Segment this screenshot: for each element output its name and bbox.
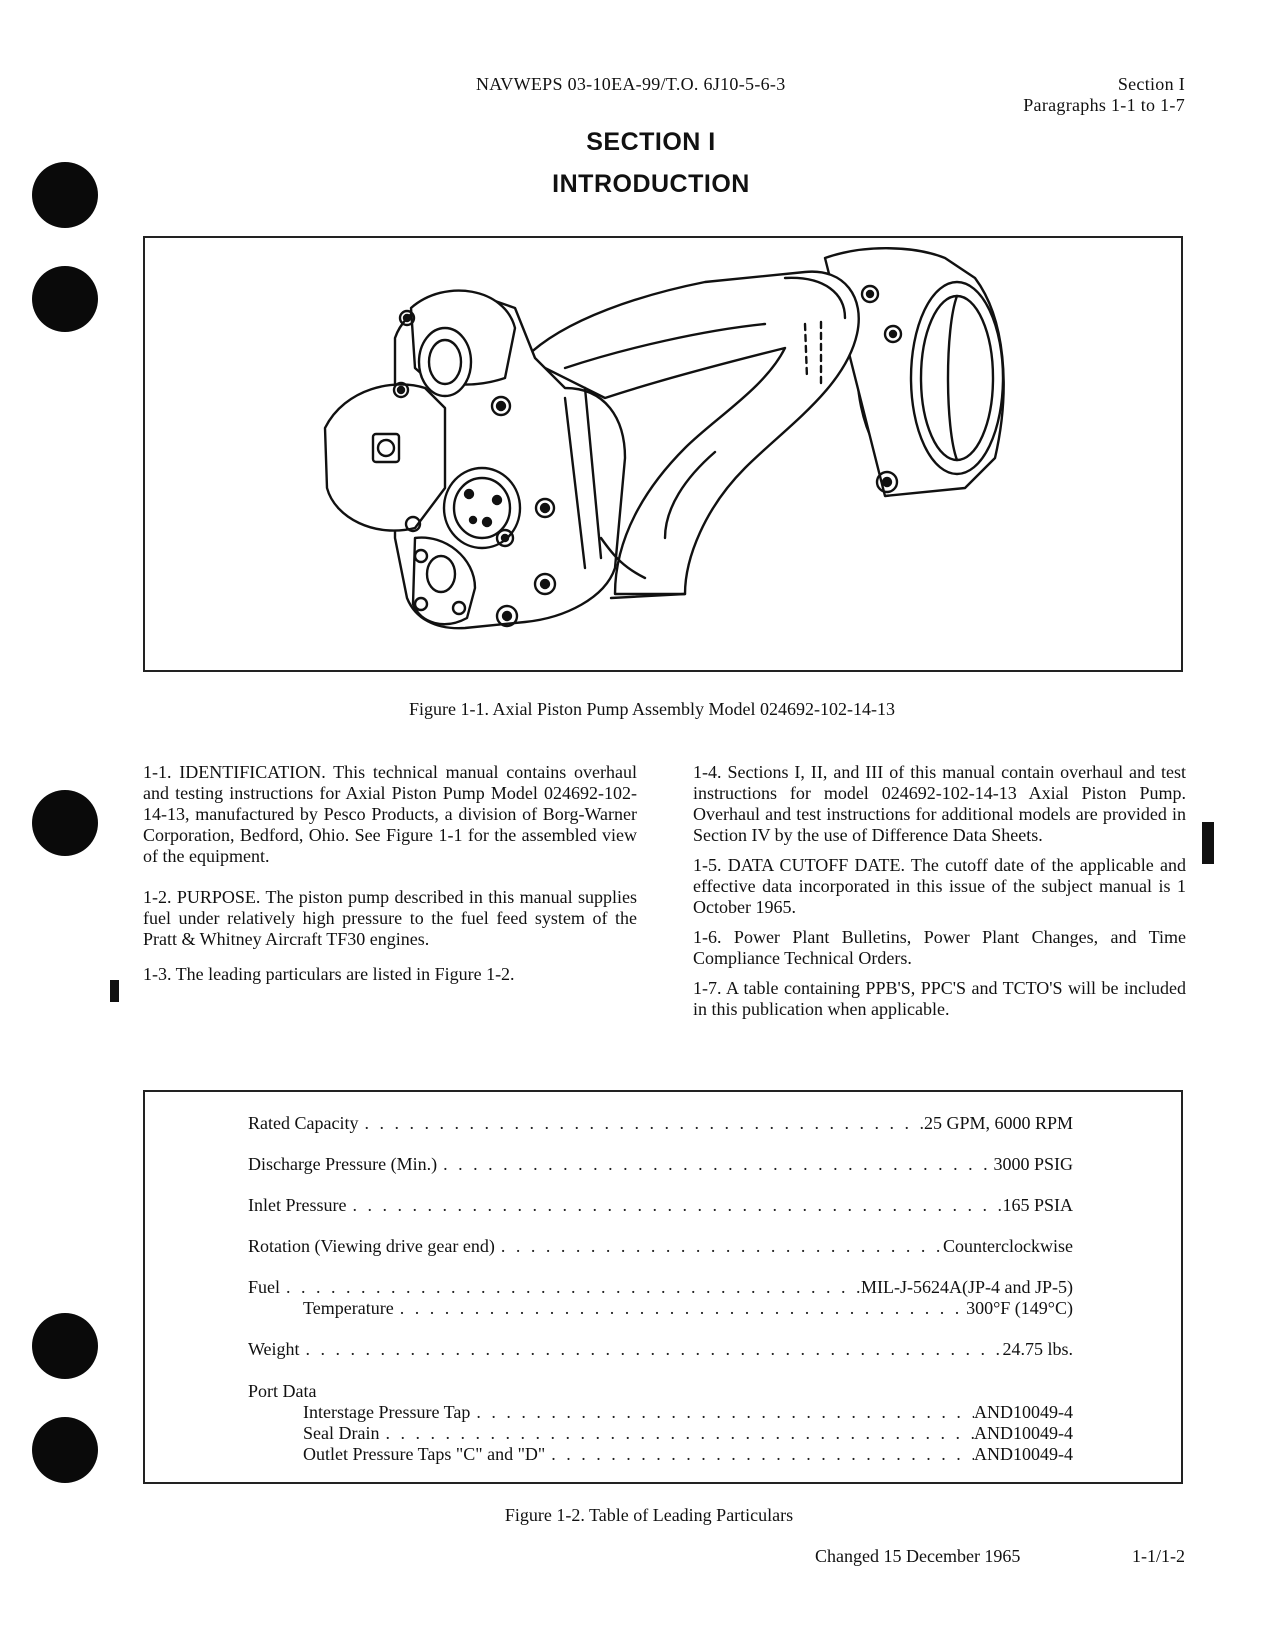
document-number: NAVWEPS 03-10EA-99/T.O. 6J10-5-6-3 xyxy=(476,74,786,94)
change-bar xyxy=(110,980,119,1002)
paragraph-1-2: 1-2. PURPOSE. The piston pump described in this manual supplies fuel under relatively high pressure to the fuel feed system of the Pratt & Whitney Aircraft TF30 engines. xyxy=(143,887,637,949)
binder-hole xyxy=(32,266,98,332)
section-subtitle: INTRODUCTION xyxy=(552,170,750,198)
row-rated-capacity: Rated Capacity . . . 25 GPM, 6000 RPM xyxy=(248,1113,1073,1134)
section-reference: Section I xyxy=(1117,74,1185,94)
piston-pump-illustration xyxy=(145,238,1181,670)
binder-hole xyxy=(32,790,98,856)
paragraph-1-4: 1-4. Sections I, II, and III of this manual contain overhaul and test instructions for model 024692-102-14-13 Axial Piston Pump. Overhaul and test instructions for additional models are provided in Section IV by the use of Difference Data Sheets. xyxy=(693,762,1186,845)
paragraph-1-1: 1-1. IDENTIFICATION. This technical manual contains overhaul and testing instructions for Axial Piston Pump Model 024692-102-14-13, manufactured by Pesco Products, a division of Borg-Warner Corporation, Bedford, Ohio. See Figure 1-1 for the assembled view of the equipment. xyxy=(143,762,637,866)
left-column xyxy=(143,762,637,999)
change-date: Changed 15 December 1965 xyxy=(815,1546,1021,1566)
paragraph-1-3: 1-3. The leading particulars are listed in Figure 1-2. xyxy=(143,964,515,984)
row-inlet-pressure: Inlet Pressure . . . 165 PSIA xyxy=(248,1195,1073,1216)
paragraph-1-7: 1-7. A table containing PPB'S, PPC'S and TCTO'S will be included in this publication when applicable. xyxy=(693,978,1186,1019)
paragraph-1-5: 1-5. DATA CUTOFF DATE. The cutoff date of the applicable and effective data incorporated in this issue of the subject manual is 1 October 1965. xyxy=(693,855,1186,917)
section-title: SECTION I xyxy=(586,128,716,156)
figure-frame xyxy=(143,236,1183,672)
row-weight: Weight . . . 24.75 lbs. xyxy=(248,1339,1073,1360)
figure-1-2-caption: Figure 1-2. Table of Leading Particulars xyxy=(504,1505,794,1525)
row-rotation: Rotation (Viewing drive gear end) . . . Counterclockwise xyxy=(248,1236,1073,1257)
right-column xyxy=(693,762,1186,1034)
binder-hole xyxy=(32,1417,98,1483)
row-fuel: Fuel . . . MIL-J-5624A(JP-4 and JP-5) xyxy=(248,1277,1073,1298)
paragraph-1-6: 1-6. Power Plant Bulletins, Power Plant Changes, and Time Compliance Technical Orders. xyxy=(693,927,1186,968)
paragraph-range: Paragraphs 1-1 to 1-7 xyxy=(1023,95,1185,115)
row-discharge-pressure: Discharge Pressure (Min.) . . . 3000 PSIG xyxy=(248,1154,1073,1175)
page-number: 1-1/1-2 xyxy=(1132,1546,1185,1566)
change-bar xyxy=(1202,822,1214,864)
row-interstage-tap: Interstage Pressure Tap . . . AND10049-4 xyxy=(303,1402,1073,1423)
binder-hole xyxy=(32,1313,98,1379)
row-temperature: Temperature . . . 300°F (149°C) xyxy=(303,1298,1073,1319)
row-port-data: Port Data xyxy=(248,1381,317,1401)
row-seal-drain: Seal Drain . . . AND10049-4 xyxy=(303,1423,1073,1444)
figure-1-1-caption: Figure 1-1. Axial Piston Pump Assembly Model 024692-102-14-13 xyxy=(409,699,895,719)
row-outlet-taps: Outlet Pressure Taps "C" and "D" . . . AND10049-4 xyxy=(303,1444,1073,1465)
